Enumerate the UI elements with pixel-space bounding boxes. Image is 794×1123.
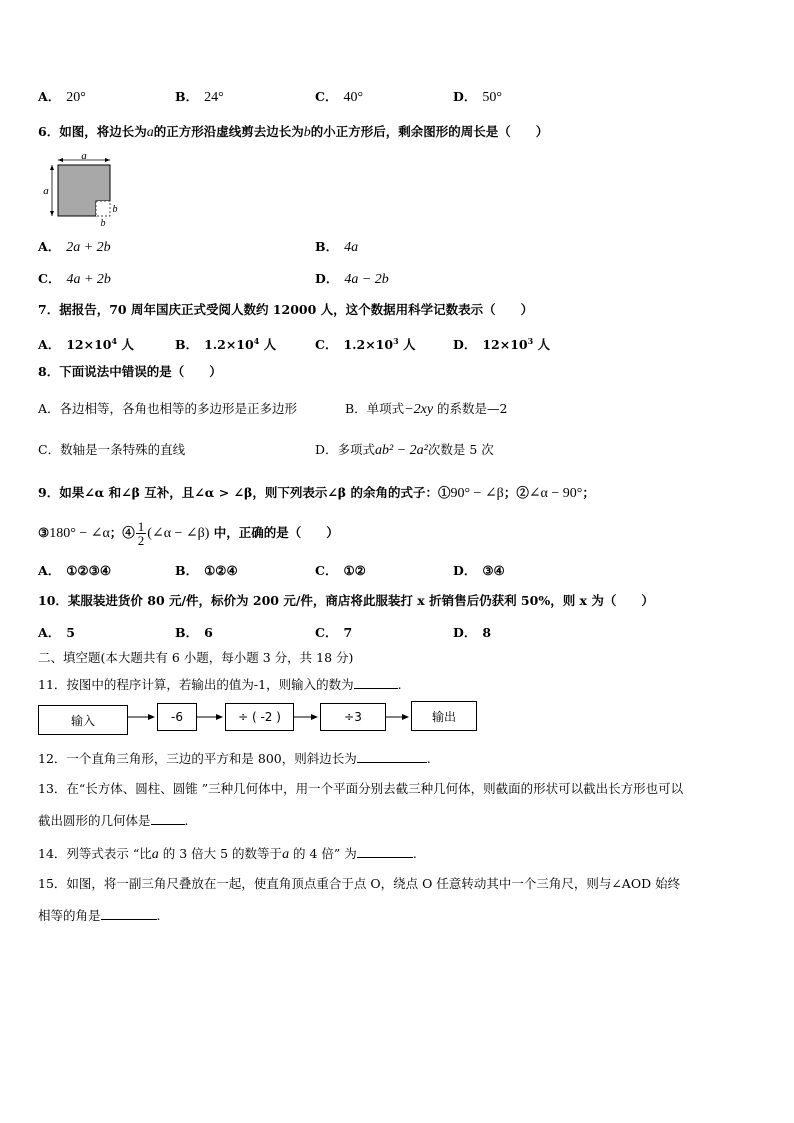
- option-value: 7: [343, 625, 353, 640]
- option-label: C．: [315, 625, 338, 640]
- q12-stem: [38, 750, 431, 767]
- q15-line1: 15．如图，将一副三角尺叠放在一起，使直角顶点重合于点 O，绕点 O 任意转动其中一个三角尺，则与∠AOD 始终: [38, 876, 681, 891]
- q10-option-c: [315, 625, 352, 641]
- q5-option-b: [175, 89, 224, 106]
- q14-text: .: [412, 846, 417, 861]
- option-unit: 人: [398, 337, 416, 352]
- option-value: 4a + 2b: [66, 272, 111, 287]
- q9-option-d: [453, 563, 505, 579]
- answer-blank: [357, 845, 413, 858]
- option-label: C．: [38, 271, 61, 286]
- figure-label-top: a: [81, 150, 87, 162]
- q9-stem-line1: [38, 485, 595, 502]
- q12-text: .: [426, 751, 431, 766]
- q11-text: .: [397, 677, 402, 692]
- q15-text: 相等的角是: [38, 908, 101, 923]
- option-label: A．: [38, 89, 61, 104]
- q8-option-a: A．各边相等，各角也相等的多边形是正多边形: [38, 401, 298, 416]
- option-value: 4a − 2b: [344, 272, 389, 287]
- option-exp: 4: [253, 336, 260, 346]
- option-base: 12×10: [482, 337, 528, 352]
- flow-box-input: 输入: [38, 705, 128, 735]
- figure-label-left: a: [43, 185, 49, 197]
- option-label: D．: [453, 625, 477, 640]
- option-label: D．: [453, 89, 477, 104]
- q15-text: .: [156, 908, 161, 923]
- q14-text: 的 4 倍” 为: [289, 846, 357, 861]
- option-exp: 3: [393, 336, 399, 346]
- q9-text: 9．如果∠α 和∠β 互补，且∠α > ∠β，则下列表示∠β 的余角的式子：①: [38, 485, 451, 500]
- option-base: 12×10: [66, 337, 112, 352]
- q7-option-c: [315, 333, 416, 353]
- q14-text: 14．列等式表示 “比: [38, 846, 152, 861]
- q9-text: 中，正确的是（ ）: [209, 525, 339, 540]
- option-unit: 人: [259, 337, 277, 352]
- q9-expr1: 90° − ∠β: [450, 486, 504, 501]
- figure-label-bottom: b: [100, 218, 106, 229]
- q14-stem: [38, 845, 417, 863]
- answer-blank: [101, 907, 157, 920]
- q9-expr4: (∠α − ∠β): [147, 526, 210, 541]
- option-value: 20°: [66, 90, 86, 105]
- q9-text: ；②: [503, 485, 529, 500]
- option-value: ①②③④: [66, 563, 112, 578]
- option-label: D．: [453, 337, 477, 352]
- option-label: A．: [38, 239, 61, 254]
- option-exp: 4: [111, 336, 118, 346]
- q9-stem-line2: [38, 518, 339, 549]
- q7-stem: 7．据报告，70 周年国庆正式受阅人数约 12000 人，这个数据用科学记数表示（ ）: [38, 302, 534, 317]
- q6-var-a: a: [146, 125, 154, 140]
- option-label: C．: [315, 337, 338, 352]
- option-value: 6: [204, 625, 213, 640]
- q13-text: 截出圆形的几何体是: [38, 813, 151, 828]
- option-value: 5: [66, 625, 75, 640]
- q6-option-b: [315, 239, 358, 256]
- q9-text: ③: [38, 525, 50, 540]
- q9-option-b: [175, 563, 238, 579]
- q8-option-d-text: 次数是 5 次: [427, 442, 494, 457]
- option-label: B．: [175, 337, 199, 352]
- option-value: 4a: [344, 240, 359, 255]
- q5-option-a: [38, 89, 86, 106]
- option-unit: 人: [533, 337, 551, 352]
- q13-line1: 13．在“长方体、圆柱、圆锥 ”三种几何体中，用一个平面分别去截三种几何体，则截面的形状可以截出长方形也可以: [38, 781, 684, 796]
- q8-option-d-math: ab² − 2a²: [375, 443, 428, 458]
- option-label: B．: [315, 239, 339, 254]
- option-value: ①②④: [204, 563, 238, 578]
- option-value: 50°: [482, 90, 502, 105]
- option-label: D．: [453, 563, 477, 578]
- option-label: C．: [315, 89, 338, 104]
- option-label: B．: [175, 89, 199, 104]
- flow-box-step1: -6: [157, 703, 197, 731]
- q12-text: 12．一个直角三角形，三边的平方和是 800，则斜边长为: [38, 751, 357, 766]
- q9-fraction: [136, 520, 147, 547]
- q6-option-c: [38, 271, 111, 288]
- option-label: A．: [38, 625, 61, 640]
- flow-box-step3: ÷3: [320, 703, 386, 731]
- flow-box-output: 输出: [411, 701, 477, 731]
- option-unit: 人: [117, 337, 134, 352]
- flow-box-step2: ÷ ( -2 ): [225, 703, 294, 731]
- answer-blank: [151, 812, 185, 825]
- option-label: C．: [315, 563, 338, 578]
- option-value: ①②: [343, 563, 366, 578]
- option-exp: 3: [527, 336, 534, 346]
- q6-var-b: b: [303, 125, 311, 140]
- option-value: 8: [482, 625, 492, 640]
- q8-option-b-text: 的系数是—2: [433, 401, 508, 416]
- q8-option-b-math: −2xy: [404, 402, 434, 417]
- option-label: D．: [315, 271, 339, 286]
- q7-option-b: [175, 333, 276, 353]
- q10-option-a: [38, 625, 75, 641]
- q7-option-a: [38, 333, 134, 353]
- q5-option-d: [453, 89, 502, 106]
- q10-option-d: [453, 625, 491, 641]
- answer-blank: [357, 750, 427, 763]
- q6-option-d: [315, 271, 389, 288]
- q9-option-a: [38, 563, 111, 579]
- answer-blank: [354, 676, 398, 689]
- q14-text: 的 3 倍大 5 的数等于: [158, 846, 283, 861]
- q14-var: a: [282, 847, 290, 862]
- q13-line2: [38, 812, 189, 829]
- q15-line2: [38, 907, 161, 924]
- option-label: B．: [175, 563, 199, 578]
- fraction-numerator: 1: [137, 519, 145, 534]
- option-value: 2a + 2b: [66, 240, 111, 255]
- q8-option-b: [345, 401, 508, 418]
- option-label: A．: [38, 337, 61, 352]
- option-label: A．: [38, 563, 61, 578]
- q9-text: ；: [582, 485, 595, 500]
- q10-stem: 10．某服装进货价 80 元/件，标价为 200 元/件，商店将此服装打 x 折销售后仍获利 50%，则 x 为（ ）: [38, 593, 654, 608]
- q6-square-figure: [40, 150, 130, 230]
- q8-option-d: [315, 442, 494, 459]
- q11-text: 11．按图中的程序计算，若输出的值为-1，则输入的数为: [38, 677, 354, 692]
- option-value: 40°: [343, 90, 364, 105]
- q10-option-b: [175, 625, 213, 641]
- q8-stem: 8．下面说法中错误的是（ ）: [38, 364, 222, 379]
- q6-stem: [38, 124, 548, 141]
- q6-stem-part: 的小正方形后，剩余图形的周长是（ ）: [310, 124, 549, 139]
- q9-text: ；④: [109, 525, 135, 540]
- q14-var: a: [151, 847, 159, 862]
- q5-option-c: [315, 89, 363, 106]
- option-value: 24°: [204, 90, 224, 105]
- q8-option-b-text: B．单项式: [345, 401, 405, 416]
- q13-text: .: [184, 813, 189, 828]
- q8-option-c: C．数轴是一条特殊的直线: [38, 442, 186, 457]
- q9-expr2: ∠α − 90°: [528, 486, 583, 501]
- q7-option-d: [453, 333, 550, 353]
- q11-stem: [38, 676, 402, 693]
- q6-option-a: [38, 239, 111, 256]
- option-label: B．: [175, 625, 199, 640]
- fraction-denominator: 2: [137, 533, 145, 548]
- q6-stem-part: 的正方形沿虚线剪去边长为: [153, 124, 304, 139]
- q8-option-d-text: D．多项式: [315, 442, 376, 457]
- option-base: 1.2×10: [204, 337, 254, 352]
- option-base: 1.2×10: [343, 337, 394, 352]
- figure-label-right: b: [112, 204, 118, 215]
- q9-option-c: [315, 563, 366, 579]
- q9-expr3: 180° − ∠α: [49, 526, 110, 541]
- q6-stem-part: 6．如图，将边长为: [38, 124, 147, 139]
- section-heading: 二、填空题(本大题共有 6 小题，每小题 3 分，共 18 分): [38, 650, 354, 665]
- option-value: ③④: [482, 563, 505, 578]
